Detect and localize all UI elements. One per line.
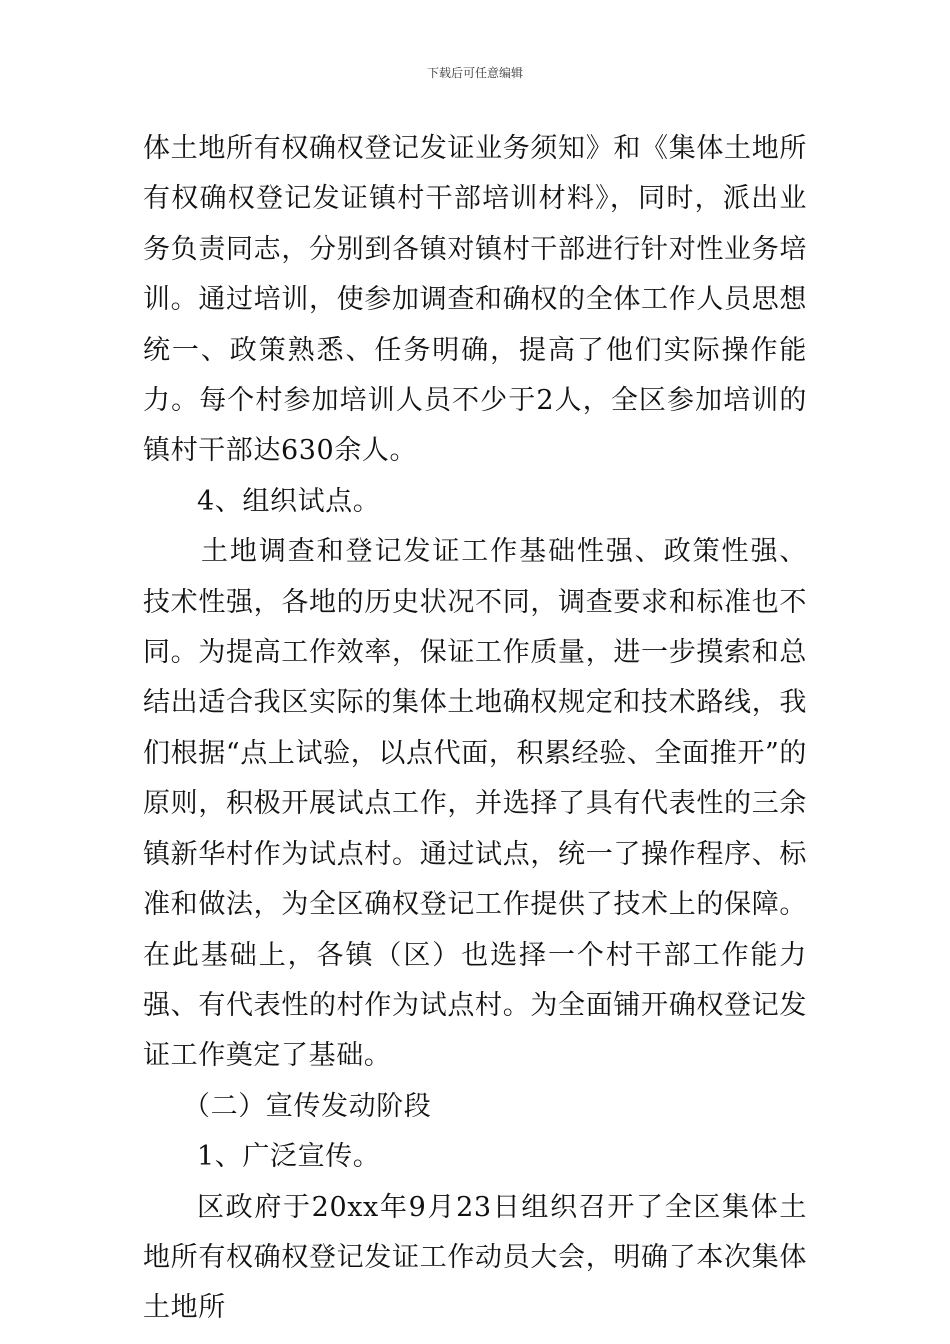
heading-organize-pilot: 4、组织试点。 [197, 485, 381, 517]
paragraph-pilot: 土地调查和登记发证工作基础性强、政策性强、技术性强，各地的历史状况不同，调查要求和标准也不同。为提高工作效率，保证工作质量，进一步摸索和总结出适合我区实际的集体土地确权规定和技术路线，我们根据“点上试验，以点代面，积累经验、全面推开”的原则，积极开展试点工作，并选择了具有代表性的三余镇新华村作为试点村。通过试点，统一了操作程序、标准和做法，为全区确权登记工作提供了技术上的保障。在此基础上，各镇（区）也选择一个村干部工作能力强、有代表性的村作为试点村。为全面铺开确权登记发证工作奠定了基础。 [143, 536, 807, 1072]
page-header-note: 下载后可任意编辑 [426, 66, 523, 80]
heading-wide-publicity: 1、广泛宣传。 [197, 1141, 381, 1173]
paragraph-training: 体土地所有权确权登记发证业务须知》和《集体土地所有权确权登记发证镇村干部培训材料》，同时，派出业务负责同志，分别到各镇对镇村干部进行针对性业务培训。通过培训，使参加调查和确权的全体工作人员思想统一、政策熟悉、任务明确，提高了他们实际操作能力。每个村参加培训人员不少于2人，全区参加培训的镇村干部达630余人。 [143, 133, 807, 467]
heading-publicity-stage: （二）宣传发动阶段 [183, 1090, 432, 1122]
paragraph-mobilization: 区政府于20xx年9月23日组织召开了全区集体土地所有权确权登记发证工作动员大会，明确了本次集体土地所 [143, 1191, 807, 1324]
document-body [143, 124, 807, 1334]
